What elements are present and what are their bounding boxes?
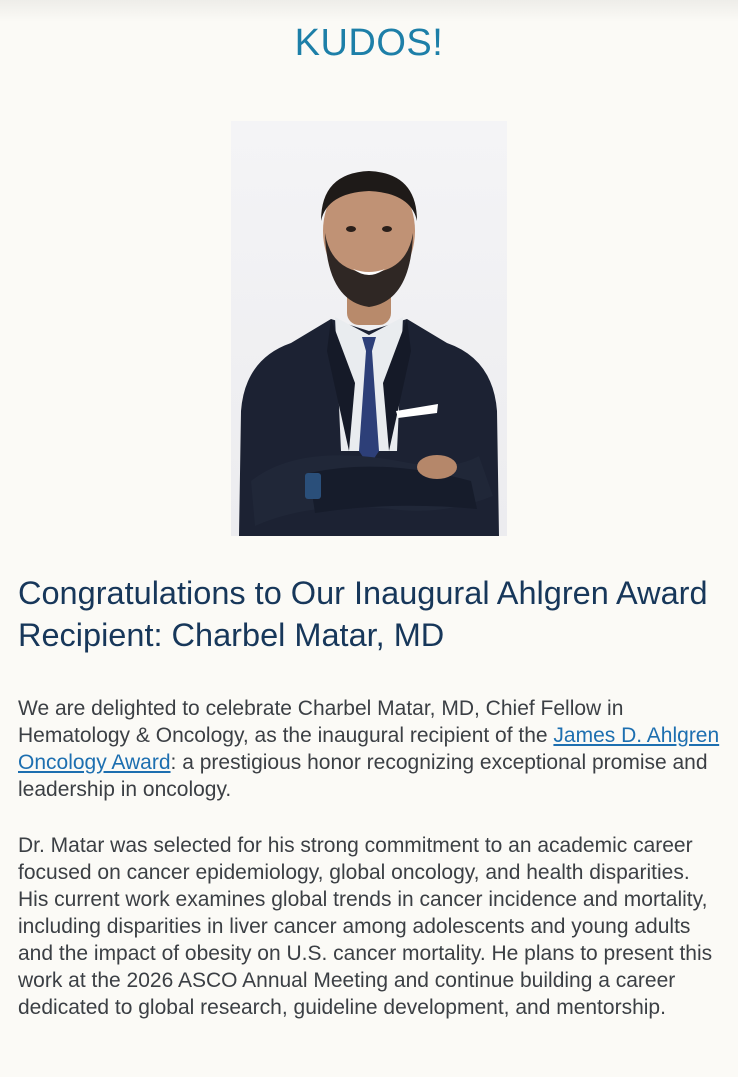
intro-text-after-link: : a prestigious honor recognizing exceptional promise and leadership in oncology. (18, 751, 708, 801)
page-title: KUDOS! (294, 22, 444, 64)
portrait-photo (231, 121, 507, 536)
top-fade (0, 0, 738, 22)
intro-text-before-link: We are delighted to celebrate Charbel Matar, MD, Chief Fellow in Hematology & Oncology, as the inaugural recipient of the (18, 697, 624, 747)
article-headline: Congratulations to Our Inaugural Ahlgren Award Recipient: Charbel Matar, MD (18, 575, 708, 653)
intro-paragraph (18, 695, 723, 803)
award-link[interactable]: James D. Ahlgren Oncology Award (18, 724, 720, 774)
details-paragraph: Dr. Matar was selected for his strong commitment to an academic career focused on cancer epidemiology, global oncology, and health disparities. His current work examines global trends in cancer incidence and mortality, including disparities in liver cancer among adolescents and young adults and the impact of obesity on U.S. cancer mortality. He plans to present this work at the 2026 ASCO Annual Meeting and continue building a career dedicated to global research, guideline development, and mentorship. (18, 834, 713, 1019)
